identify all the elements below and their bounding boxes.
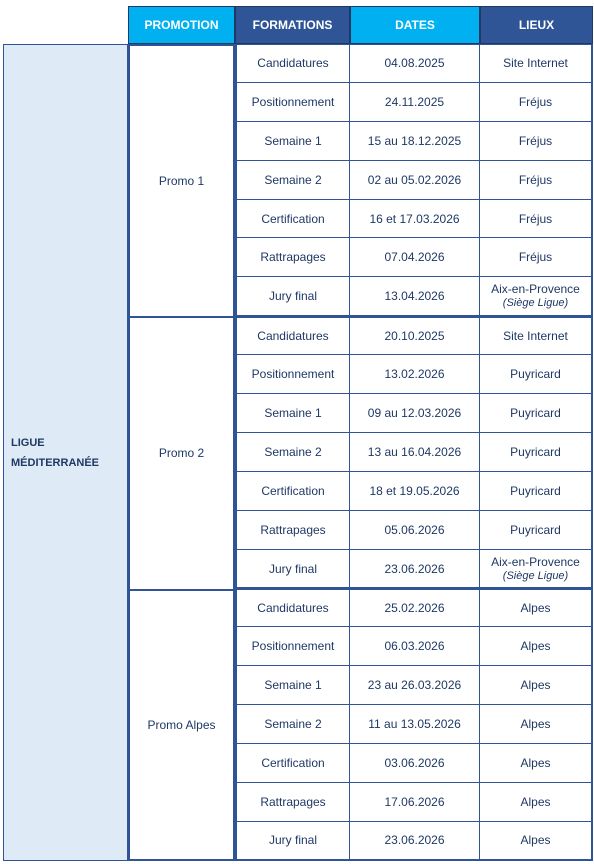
table-row [235, 744, 593, 783]
header-lieux: LIEUX [480, 6, 593, 44]
promo-name: Promo 1 [158, 174, 205, 189]
date-cell: 25.02.2026 [350, 588, 480, 627]
league-label [4, 433, 99, 473]
lieu-name: Alpes [520, 717, 551, 732]
lieu-name: Puyricard [510, 483, 561, 498]
formation-cell: Positionnement [235, 355, 350, 394]
league-line-2: MÉDITERRANÉE [11, 456, 100, 469]
table-row [235, 394, 593, 433]
table-row [235, 705, 593, 744]
formation-cell: Positionnement [235, 627, 350, 666]
lieu-name: Alpes [520, 678, 551, 693]
lieu-name: Alpes [520, 833, 551, 848]
formation-cell: Semaine 1 [235, 666, 350, 705]
date-cell: 05.06.2026 [350, 511, 480, 550]
lieu-cell [480, 316, 593, 355]
table-row [235, 783, 593, 822]
date-cell: 06.03.2026 [350, 627, 480, 666]
table-row [235, 200, 593, 239]
lieu-subtitle: (Siège Ligue) [502, 297, 569, 310]
table-row [235, 666, 593, 705]
table-row [235, 238, 593, 277]
header-promotion: PROMOTION [128, 6, 235, 44]
lieu-cell [480, 355, 593, 394]
formation-cell: Positionnement [235, 83, 350, 122]
league-cell [3, 44, 128, 861]
formation-cell: Jury final [235, 277, 350, 316]
lieu-name: Alpes [520, 639, 551, 654]
date-cell: 04.08.2025 [350, 44, 480, 83]
formation-cell: Semaine 2 [235, 433, 350, 472]
table-row [235, 277, 593, 316]
date-cell: 07.04.2026 [350, 238, 480, 277]
promo-cell [128, 589, 235, 861]
lieu-name: Fréjus [518, 211, 553, 226]
lieu-cell [480, 433, 593, 472]
date-cell: 20.10.2025 [350, 316, 480, 355]
date-cell: 16 et 17.03.2026 [350, 200, 480, 239]
date-cell: 09 au 12.03.2026 [350, 394, 480, 433]
lieu-name: Fréjus [518, 172, 553, 187]
promo-cell [128, 316, 235, 588]
lieu-cell [480, 122, 593, 161]
lieu-cell [480, 161, 593, 200]
schedule-rows [235, 44, 593, 861]
lieu-cell [480, 238, 593, 277]
table-row [235, 122, 593, 161]
date-cell: 03.06.2026 [350, 744, 480, 783]
lieu-name: Aix-en-Provence [491, 282, 580, 297]
promo-cell [128, 44, 235, 316]
formation-cell: Rattrapages [235, 511, 350, 550]
lieu-name: Alpes [520, 794, 551, 809]
formation-cell: Certification [235, 744, 350, 783]
formation-cell: Semaine 1 [235, 122, 350, 161]
date-cell: 13.04.2026 [350, 277, 480, 316]
lieu-cell [480, 200, 593, 239]
formation-cell: Certification [235, 200, 350, 239]
formation-cell: Rattrapages [235, 238, 350, 277]
date-cell: 13 au 16.04.2026 [350, 433, 480, 472]
header-formations: FORMATIONS [235, 6, 350, 44]
table-row [235, 550, 593, 589]
formation-cell: Certification [235, 472, 350, 511]
promo-name: Promo Alpes [147, 717, 216, 732]
date-cell: 13.02.2026 [350, 355, 480, 394]
table-row [235, 355, 593, 394]
table-row [235, 316, 593, 355]
lieu-name: Puyricard [510, 444, 561, 459]
lieu-cell [480, 627, 593, 666]
table-row [235, 433, 593, 472]
date-cell: 02 au 05.02.2026 [350, 161, 480, 200]
formation-cell: Semaine 2 [235, 161, 350, 200]
lieu-cell [480, 822, 593, 861]
formation-cell: Candidatures [235, 588, 350, 627]
lieu-cell [480, 744, 593, 783]
table-row [235, 44, 593, 83]
lieu-subtitle: (Siège Ligue) [502, 569, 569, 582]
formation-cell: Semaine 2 [235, 705, 350, 744]
date-cell: 11 au 13.05.2026 [350, 705, 480, 744]
lieu-cell [480, 666, 593, 705]
lieu-name: Puyricard [510, 522, 561, 537]
date-cell: 18 et 19.05.2026 [350, 472, 480, 511]
lieu-cell [480, 511, 593, 550]
lieu-name: Site Internet [503, 56, 568, 71]
lieu-name: Alpes [520, 755, 551, 770]
date-cell: 23.06.2026 [350, 550, 480, 589]
table-row [235, 588, 593, 627]
formation-cell: Candidatures [235, 316, 350, 355]
lieu-name: Puyricard [510, 367, 561, 382]
date-cell: 15 au 18.12.2025 [350, 122, 480, 161]
lieu-name: Puyricard [510, 405, 561, 420]
table-row [235, 511, 593, 550]
lieu-cell [480, 44, 593, 83]
formation-cell: Rattrapages [235, 783, 350, 822]
table-row [235, 83, 593, 122]
lieu-cell [480, 472, 593, 511]
table-row [235, 627, 593, 666]
lieu-cell [480, 277, 593, 316]
formation-cell: Candidatures [235, 44, 350, 83]
table-row [235, 822, 593, 861]
lieu-name: Fréjus [518, 250, 553, 265]
lieu-name: Site Internet [503, 329, 568, 344]
date-cell: 23.06.2026 [350, 822, 480, 861]
formation-cell: Jury final [235, 550, 350, 589]
lieu-cell [480, 83, 593, 122]
table-row [235, 472, 593, 511]
date-cell: 23 au 26.03.2026 [350, 666, 480, 705]
formation-cell: Jury final [235, 822, 350, 861]
date-cell: 17.06.2026 [350, 783, 480, 822]
lieu-cell [480, 550, 593, 589]
lieu-cell [480, 705, 593, 744]
lieu-name: Fréjus [518, 133, 553, 148]
lieu-name: Aix-en-Provence [491, 554, 580, 569]
league-line-1: LIGUE [11, 436, 45, 449]
date-cell: 24.11.2025 [350, 83, 480, 122]
lieu-cell [480, 394, 593, 433]
promo-name: Promo 2 [158, 446, 205, 461]
lieu-cell [480, 783, 593, 822]
formation-cell: Semaine 1 [235, 394, 350, 433]
lieu-name: Fréjus [518, 94, 553, 109]
lieu-cell [480, 588, 593, 627]
header-dates: DATES [350, 6, 480, 44]
lieu-name: Alpes [520, 601, 551, 616]
table-row [235, 161, 593, 200]
